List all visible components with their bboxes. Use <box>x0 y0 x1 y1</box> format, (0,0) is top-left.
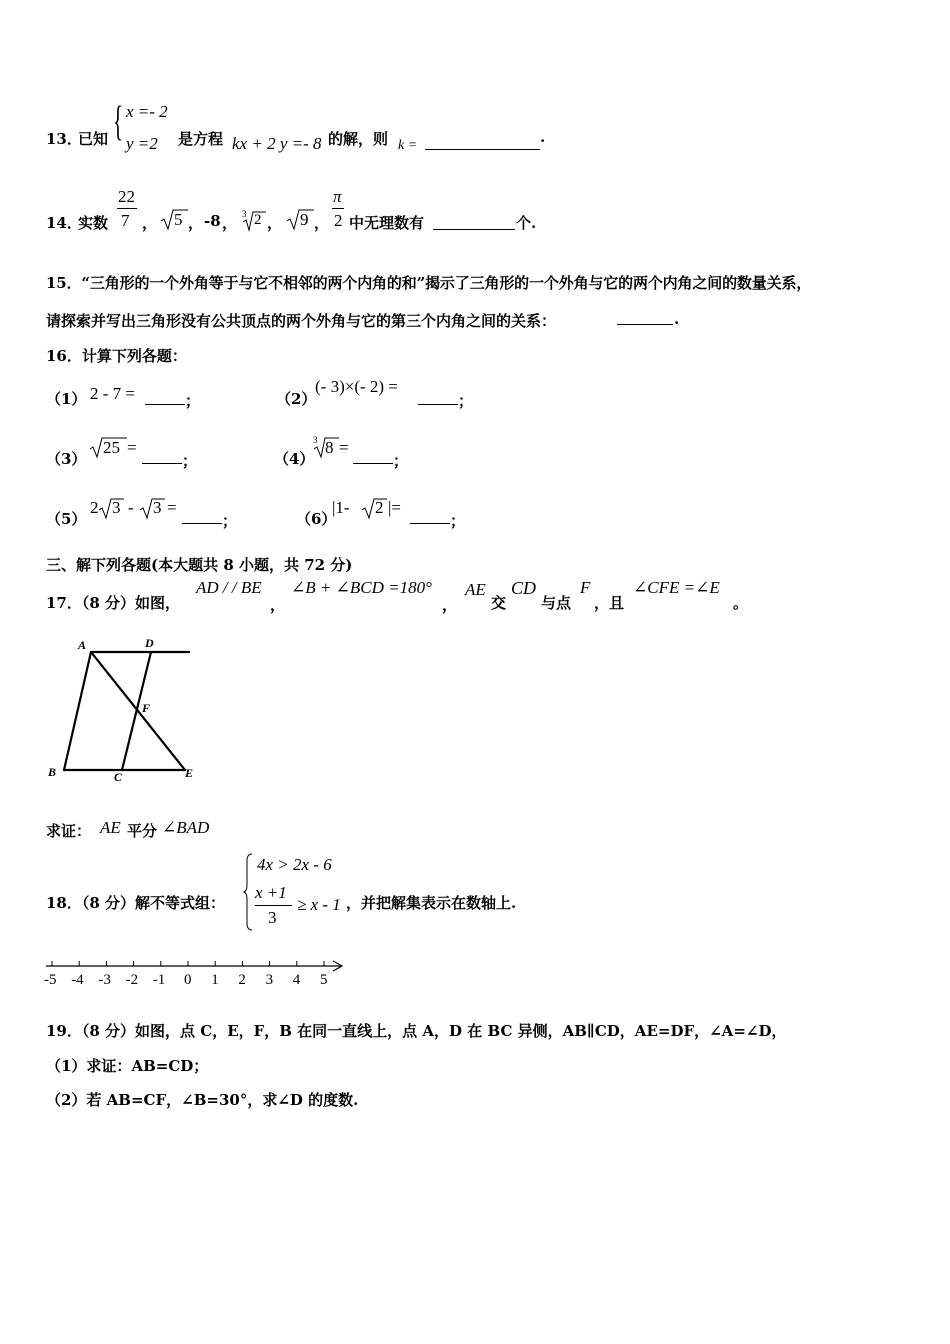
q16-p3-blank <box>142 451 182 464</box>
q13-lead: 已知 <box>78 130 109 148</box>
q13-equation: kx + 2 y =- 8 <box>232 134 322 153</box>
q16-p1-blank <box>145 392 185 405</box>
q16-p5-radicand2: 3 <box>153 498 162 517</box>
q16-p1-label: （1） <box>46 390 87 408</box>
q16-p5-blank <box>182 511 222 524</box>
section-three-heading: 三、解下列各题(本大题共 8 小题，共 72 分) <box>46 556 353 574</box>
q17-cond5: F <box>580 578 591 597</box>
q16-p1-expr: 2 - 7 = <box>90 384 135 403</box>
q18-number-line <box>44 952 354 992</box>
q17-jiao: 交 <box>491 594 507 612</box>
label-b: B <box>48 765 57 779</box>
number-line-tick-label: 0 <box>184 972 192 988</box>
number-line-tick-label: -4 <box>71 972 84 988</box>
q14-sep5: ， <box>314 214 330 232</box>
q14-cbrt2-radicand: 2 <box>254 212 262 228</box>
number-line-tick-label: -2 <box>125 972 139 988</box>
q14-pi-bar <box>332 208 344 209</box>
q13-mid: 是方程 <box>178 130 224 148</box>
q16-p4-eq: = <box>339 438 349 457</box>
q18-frac-denominator: 3 <box>268 908 277 927</box>
q17-end: 。 <box>733 594 749 612</box>
q16-p5-radicand1: 3 <box>112 498 121 517</box>
q16-p4-index: 3 <box>313 435 318 445</box>
q14-neg8: -8 <box>204 212 221 230</box>
q17-prove-ae: AE <box>100 818 121 837</box>
q14-sep1: ， <box>142 214 158 232</box>
q13-answer-blank <box>425 137 540 150</box>
q14-pi-den: 2 <box>334 211 343 230</box>
q14-frac-numerator: 22 <box>118 187 135 206</box>
q18-ineq2-rhs: ≥ x - 1 <box>297 895 341 914</box>
q16-p6-blank <box>410 511 450 524</box>
q14-sep4: ， <box>267 214 283 232</box>
q16-p4-label: （4） <box>274 450 315 468</box>
q16-p6-pre: |1- <box>332 498 350 517</box>
q16-p4-radicand: 8 <box>325 438 334 457</box>
q13-period: . <box>540 128 546 146</box>
q16-p3-radicand: 25 <box>103 438 120 457</box>
number-line-tick-label: 2 <box>238 972 246 988</box>
q17-comma2: ， <box>442 596 458 614</box>
q16-p3-label: （3） <box>46 450 87 468</box>
q16-p2-label: （2） <box>276 390 317 408</box>
q14-cbrt-index: 3 <box>242 209 247 219</box>
label-c: C <box>114 770 123 784</box>
q16-p6-post: |= <box>388 498 401 517</box>
q13-system-brace: { <box>113 99 124 145</box>
q16-p3-semicolon: ； <box>182 452 198 470</box>
label-a: A <box>78 638 87 652</box>
q14-lead: 实数 <box>78 214 109 232</box>
q18-frac-bar <box>255 905 292 906</box>
q14-sep3: ， <box>222 214 238 232</box>
q16-title: 16．计算下列各题： <box>46 347 187 365</box>
q16-p6-semicolon: ； <box>450 512 466 530</box>
q15-period: . <box>674 310 680 328</box>
number-line-tick-label: -3 <box>98 972 111 988</box>
q16-p5-eq: = <box>167 498 177 517</box>
q17-prove-mid: 平分 <box>127 822 158 840</box>
number-line-tick-label: 5 <box>320 972 328 988</box>
q14-frac-denominator: 7 <box>121 211 130 230</box>
number-line-tick-label: -1 <box>152 972 166 988</box>
q17-cond1: AD / / BE <box>196 578 262 597</box>
q17-cond3: AE <box>465 580 486 599</box>
q17-cond6: ∠CFE =∠E <box>633 578 720 597</box>
q17-yudian: 与点 <box>541 594 572 612</box>
q16-p3-eq: = <box>127 438 137 457</box>
q17-prove-lead: 求证： <box>46 822 92 840</box>
q18-system-brace <box>243 853 255 931</box>
q18-frac-numerator: x +1 <box>255 883 287 902</box>
q14-number: 14． <box>46 214 82 232</box>
q16-p6-radicand: 2 <box>375 498 384 517</box>
q14-unit: 个. <box>516 214 537 232</box>
number-line-tick-label: 3 <box>265 972 274 988</box>
q13-tail: 的解，则 <box>328 130 389 148</box>
q16-p5-label: （5） <box>46 510 87 528</box>
q16-p2-blank <box>418 392 458 405</box>
q16-p4-blank <box>353 451 393 464</box>
number-line-tick-label: 4 <box>292 972 301 988</box>
q17-number: 17．（8 分）如图， <box>46 594 181 612</box>
q15-line1: 15．“三角形的一个外角等于与它不相邻的两个内角的和”揭示了三角形的一个外角与它的两个内角之间的数量关系， <box>46 274 812 292</box>
q15-answer-blank <box>617 312 673 325</box>
q14-sqrt5-radicand: 5 <box>174 210 183 229</box>
q16-p5-minus: - <box>128 498 134 517</box>
q15-line2: 请探索并写出三角形没有公共顶点的两个外角与它的第三个内角之间的关系： <box>46 312 557 330</box>
q16-p2-expr: (- 3)×(- 2) = <box>315 377 398 396</box>
q13-system-eq1: x =- 2 <box>126 102 168 121</box>
q13-number: 13． <box>46 130 82 148</box>
q18-tail: ，并把解集表示在数轴上. <box>346 894 517 912</box>
segment-ae <box>91 652 185 770</box>
label-f: F <box>142 701 151 715</box>
q14-sep2: ， <box>188 214 204 232</box>
number-line-tick-label: -5 <box>44 972 57 988</box>
q18-ineq1: 4x > 2x - 6 <box>257 855 332 874</box>
q14-sqrt9-radicand: 9 <box>300 210 309 229</box>
q16-p1-semicolon: ； <box>185 392 201 410</box>
q19-part2: （2）若 AB=CF，∠B=30°，求∠D 的度数. <box>46 1091 359 1109</box>
q17-qie: ，且 <box>594 594 625 612</box>
q17-prove-angle: ∠BAD <box>162 818 210 837</box>
q13-k: k = <box>398 138 418 153</box>
q16-p4-semicolon: ； <box>393 452 409 470</box>
label-e: E <box>185 766 194 780</box>
q17-cond4: CD <box>511 578 537 598</box>
q18-number: 18．（8 分）解不等式组： <box>46 894 226 912</box>
q14-pi: π <box>333 187 342 206</box>
q14-answer-blank <box>433 217 515 230</box>
q14-frac-bar <box>117 208 137 209</box>
q17-cond2: ∠B + ∠BCD =180° <box>291 578 432 597</box>
q16-p6-label: （6） <box>296 510 337 528</box>
q19-part1: （1）求证：AB=CD； <box>46 1057 209 1075</box>
q17-figure <box>44 634 204 784</box>
q13-system-eq2: y =2 <box>126 134 158 153</box>
number-line-tick-label: 1 <box>211 972 219 988</box>
segment-ab <box>64 652 91 770</box>
label-d: D <box>145 636 154 650</box>
q16-p5-coef: 2 <box>90 498 99 517</box>
q16-p2-semicolon: ； <box>458 392 474 410</box>
q16-p5-semicolon: ； <box>222 512 238 530</box>
q14-tail: 中无理数有 <box>349 214 425 232</box>
q17-comma1: ， <box>270 596 286 614</box>
q19-line1: 19．（8 分）如图，点 C，E，F，B 在同一直线上，点 A，D 在 BC 异侧，AB∥CD，AE=DF，∠A=∠D， <box>46 1022 787 1040</box>
